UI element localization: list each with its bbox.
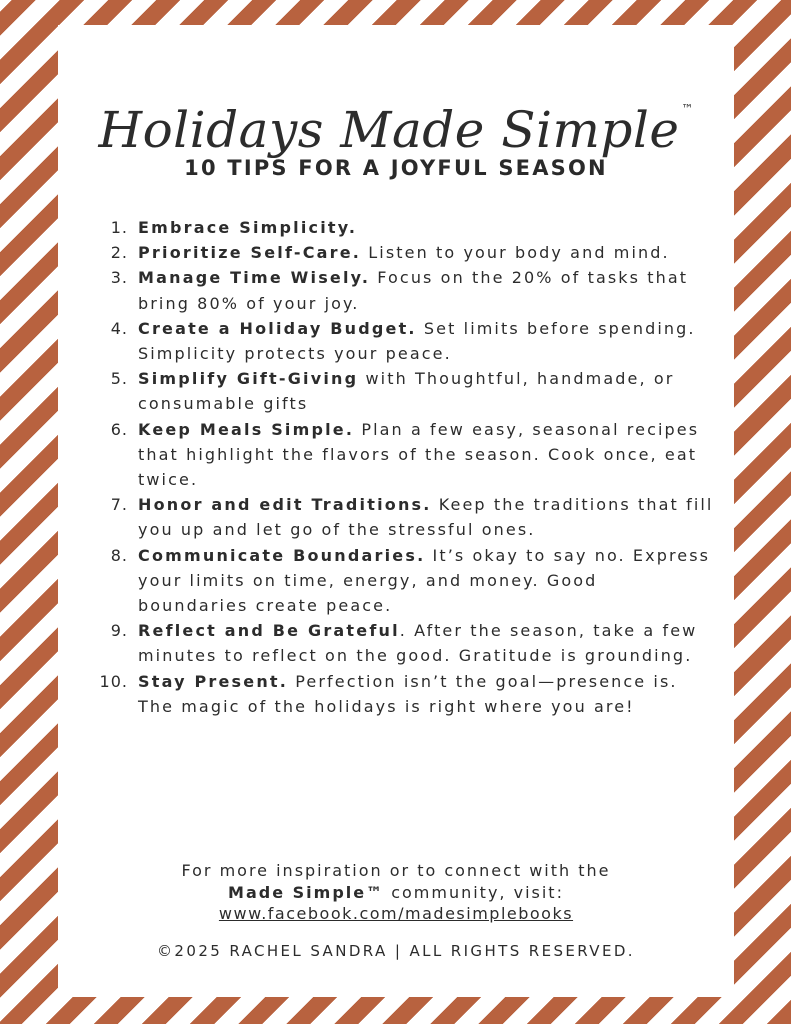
title-script-text: Holidays Made Simple (98, 101, 680, 159)
tip-item-1 (98, 215, 714, 240)
tip-heading: Communicate Boundaries. (138, 545, 426, 565)
tip-heading: Keep Meals Simple. (138, 419, 355, 439)
tips-list (98, 215, 714, 719)
tip-body: Listen to your body and mind. (361, 243, 670, 263)
content-card (58, 25, 734, 997)
tip-item-3 (98, 265, 714, 315)
tip-body: Focus on the 20% of tasks that bring 80% of your joy. (138, 268, 689, 313)
tip-item-2 (98, 240, 714, 265)
tip-number: 6. (110, 419, 128, 439)
tip-number: 9. (110, 621, 128, 641)
tip-number: 4. (110, 318, 128, 338)
tip-number: 1. (110, 218, 128, 237)
copyright-notice: ©2025 RACHEL SANDRA | ALL RIGHTS RESERVED. (157, 942, 635, 960)
page-subtitle: 10 TIPS FOR A JOYFUL SEASON (184, 156, 608, 180)
tip-item-7 (98, 492, 714, 542)
tip-heading: Stay Present. (138, 671, 289, 691)
tip-number: 8. (110, 545, 128, 565)
tip-heading: Prioritize Self-Care. (138, 243, 362, 263)
tip-body: . After the season, take a few minutes to reflect on the good. Gratitude is grounding. (138, 621, 698, 666)
tip-body: Perfection isn’t the goal—presence is. The magic of the holidays is right where you are! (138, 671, 678, 716)
tip-body: Set limits before spending. Simplicity protects your peace. (138, 318, 696, 364)
tip-heading: Honor and edit Traditions. (138, 495, 432, 515)
tip-number: 10. (99, 671, 128, 691)
tip-heading: Reflect and Be Grateful (138, 621, 400, 641)
tip-item-6 (98, 417, 714, 493)
tip-heading: Create a Holiday Budget. (138, 318, 417, 338)
tip-number: 5. (110, 369, 128, 389)
brand-name: Made Simple™ (228, 882, 385, 902)
tip-item-4 (98, 316, 714, 366)
tip-item-5 (98, 366, 714, 416)
tip-item-8 (98, 543, 714, 619)
tip-heading: Embrace Simplicity. (138, 218, 358, 237)
trademark-mark: ™ (681, 102, 694, 116)
footer-line-1: For more inspiration or to connect with the (181, 861, 611, 880)
footer-message (58, 860, 734, 925)
tip-number: 7. (110, 495, 128, 515)
footer-line-2-rest: community, visit: (384, 882, 564, 902)
tip-heading: Simplify Gift-Giving (138, 369, 359, 389)
tip-number: 2. (110, 243, 128, 263)
tip-heading: Manage Time Wisely. (138, 268, 371, 288)
tip-item-10 (98, 669, 714, 719)
footer-line-2 (58, 882, 734, 904)
tip-body: It’s okay to say no. Express your limits on time, energy, and money. Good boundaries create peace. (138, 545, 711, 616)
facebook-link[interactable]: www.facebook.com/madesimplebooks (218, 904, 574, 923)
tip-body: with Thoughtful, handmade, or consumable gifts (138, 369, 675, 414)
tip-item-9 (98, 618, 714, 668)
tip-number: 3. (110, 268, 128, 288)
page-title (58, 77, 734, 162)
tip-body: Keep the traditions that fill you up and let go of the stressful ones. (138, 495, 714, 540)
tip-body: Plan a few easy, seasonal recipes that highlight the flavors of the season. Cook once, eat twice. (138, 419, 700, 490)
